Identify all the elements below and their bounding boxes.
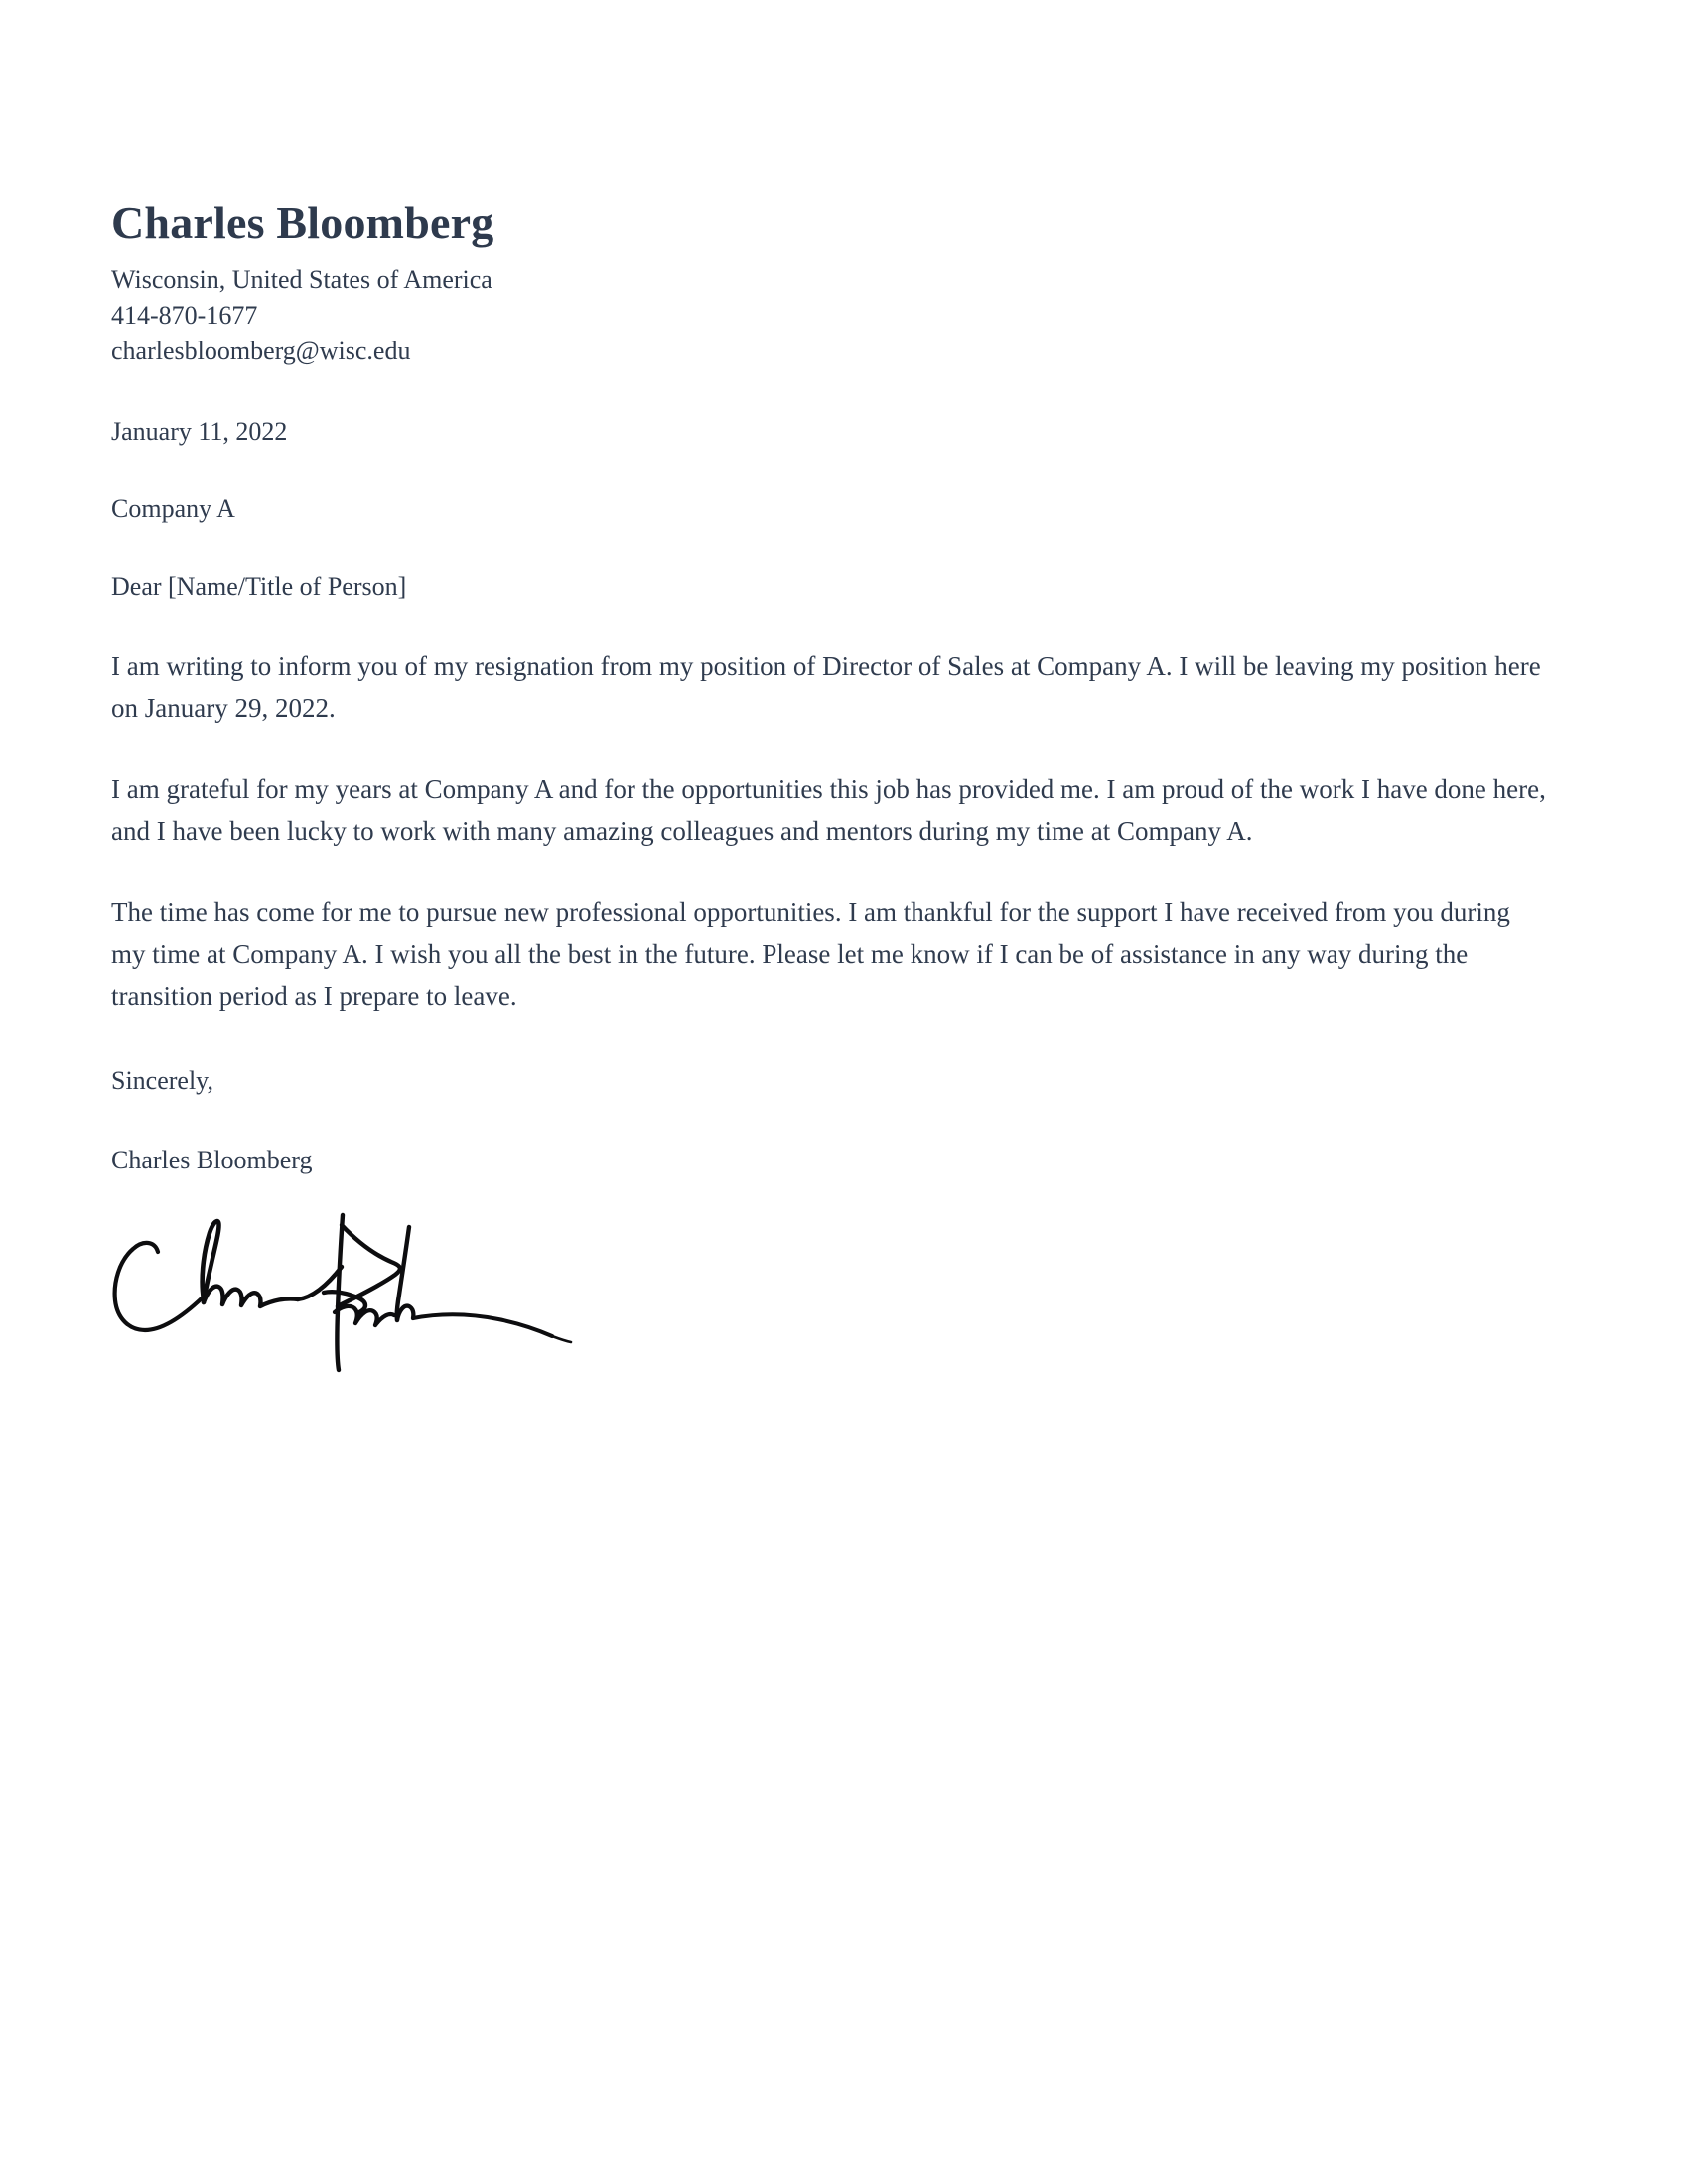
- letter-date: January 11, 2022: [111, 416, 288, 446]
- sender-name: Charles Bloomberg: [111, 198, 494, 248]
- closing-salutation: Sincerely,: [111, 1065, 213, 1095]
- signature: [111, 1197, 578, 1371]
- sender-email: charlesbloomberg@wisc.edu: [111, 336, 411, 365]
- salutation: Dear [Name/Title of Person]: [111, 571, 407, 601]
- recipient-company: Company A: [111, 493, 235, 523]
- letter-body: [111, 199, 1551, 1371]
- sender-header: [111, 199, 1551, 369]
- body-paragraph-1: I am writing to inform you of my resignation from my position of Director of Sales at Company A. I will be leaving my position here on January 29, 2022.: [111, 650, 1541, 723]
- body-paragraph-3: The time has come for me to pursue new professional opportunities. I am thankful for the support I have received from you during my time at Company A. I wish you all the best in the future. Please let me know if I can be of assistance in any way during the transition period as I prepare to leave.: [111, 896, 1510, 1011]
- sender-phone: 414-870-1677: [111, 300, 258, 330]
- signer-name: Charles Bloomberg: [111, 1145, 313, 1174]
- sender-location: Wisconsin, United States of America: [111, 264, 492, 294]
- signature-icon: [111, 1197, 578, 1371]
- body-paragraph-2: I am grateful for my years at Company A and for the opportunities this job has provided me. I am proud of the work I have done here, and I have been lucky to work with many amazing colleagues and mentors during my time at Company A.: [111, 773, 1546, 846]
